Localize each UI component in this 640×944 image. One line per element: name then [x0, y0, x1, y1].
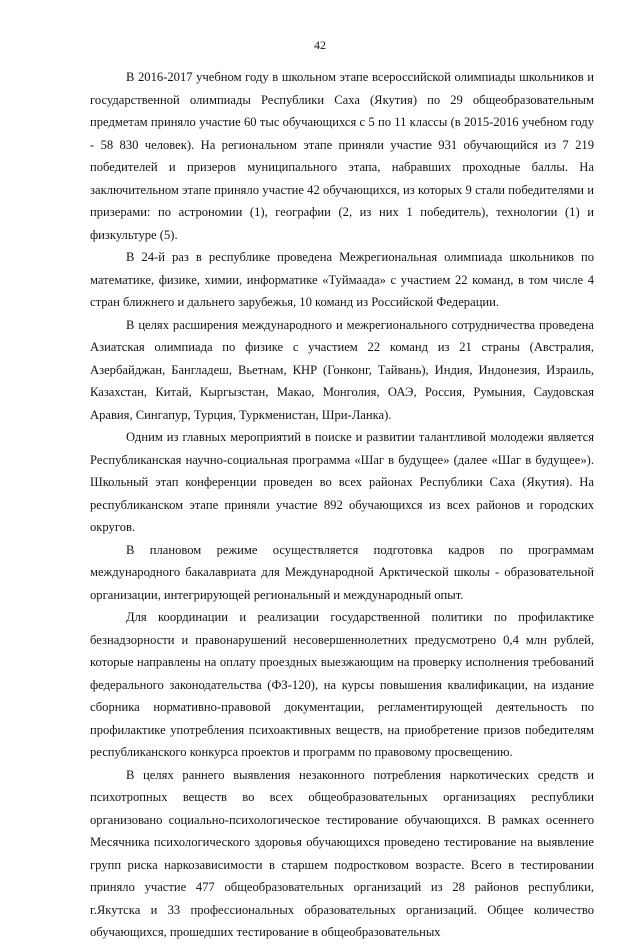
body-text: [90, 66, 594, 944]
page-number: 42: [314, 38, 326, 52]
paragraph-arctic-school: В плановом режиме осуществляется подготовка кадров по программам международного бакалавриата для Международной Арктической школы - образовательной организации, интегрирующей региональный и международный опыт.: [90, 542, 594, 602]
paragraph-asian-physics-olympiad: В целях расширения международного и межрегионального сотрудничества проведена Азиатская олимпиада по физике с участием 22 команд из 21 страны (Австралия, Азербайджан, Бангладеш, Вьетнам, КНР (Гонконг, Тайвань), Индия, Индонезия, Израиль, Казахстан, Китай, Кыргызстан, Макао, Монголия, ОАЭ, Россия, Румыния, Саудовская Аравия, Сингапур, Турция, Туркменистан, Шри-Ланка).: [90, 317, 594, 422]
paragraph-delinquency-prevention: Для координации и реализации государственной политики по профилактике безнадзорности и правонарушений несовершеннолетних предусмотрено 0,4 млн рублей, которые направлены на оплату проездных выезжающим на проверку исполнения требований федерального законодательства (ФЗ-120), на курсы повышения квалификации, на издание сборника нормативно-правовой документации, регламентирующей деятельность по профилактике употребления психоактивных веществ, на приобретение призов победителям республиканского конкурса проектов и программ по правовому просвещению.: [90, 610, 594, 759]
paragraph-tuymaada-olympiad: В 24-й раз в республике проведена Межрегиональная олимпиада школьников по математике, физике, химии, информатике «Туймаада» с участием 22 команд, в том числе 4 стран ближнего и дальнего зарубежья, 10 команд из Российской Федерации.: [90, 250, 594, 309]
paragraph-olympiad-results: В 2016-2017 учебном году в школьном этапе всероссийской олимпиады школьников и государственной олимпиады Республики Саха (Якутия) по 29 общеобразовательным предметам приняло участие 60 тыс обучающихся с 5 по 11 классы (в 2015-2016 учебном году - 58 830 человек). На региональном этапе приняли участие 931 обучающийся из 7 219 победителей и призеров муниципального этапа, набравших проходные баллы. На заключительном этапе приняло участие 42 обучающихся, из которых 9 стали победителями и призерами: по астрономии (1), географии (2, из них 1 победитель), технологии (1) и физкультуре (5).: [90, 70, 594, 242]
paragraph-drug-testing: В целях раннего выявления незаконного потребления наркотических средств и психотропных веществ во всех общеобразовательных организациях республики организовано социально-психологическое тестирование обучающихся. В рамках осеннего Месячника психологического здоровья обучающихся проведено тестирование на выявление групп риска наркозависимости в старшем подростковом возрасте. Всего в тестировании приняло участие 477 общеобразовательных организаций из 28 районов республики, г.Якутска и 33 профессиональных образовательных организаций. Общее количество обучающихся, прошедших тестирование в общеобразовательных: [90, 767, 594, 939]
paragraph-step-into-future: Одним из главных мероприятий в поиске и развитии талантливой молодежи является Республиканская научно-социальная программа «Шаг в будущее» (далее «Шаг в будущее»). Школьный этап конференции проведен во всех районах Республики Саха (Якутия). На республиканском этапе приняли участие 892 обучающихся из всех районов и городских округов.: [90, 430, 594, 534]
